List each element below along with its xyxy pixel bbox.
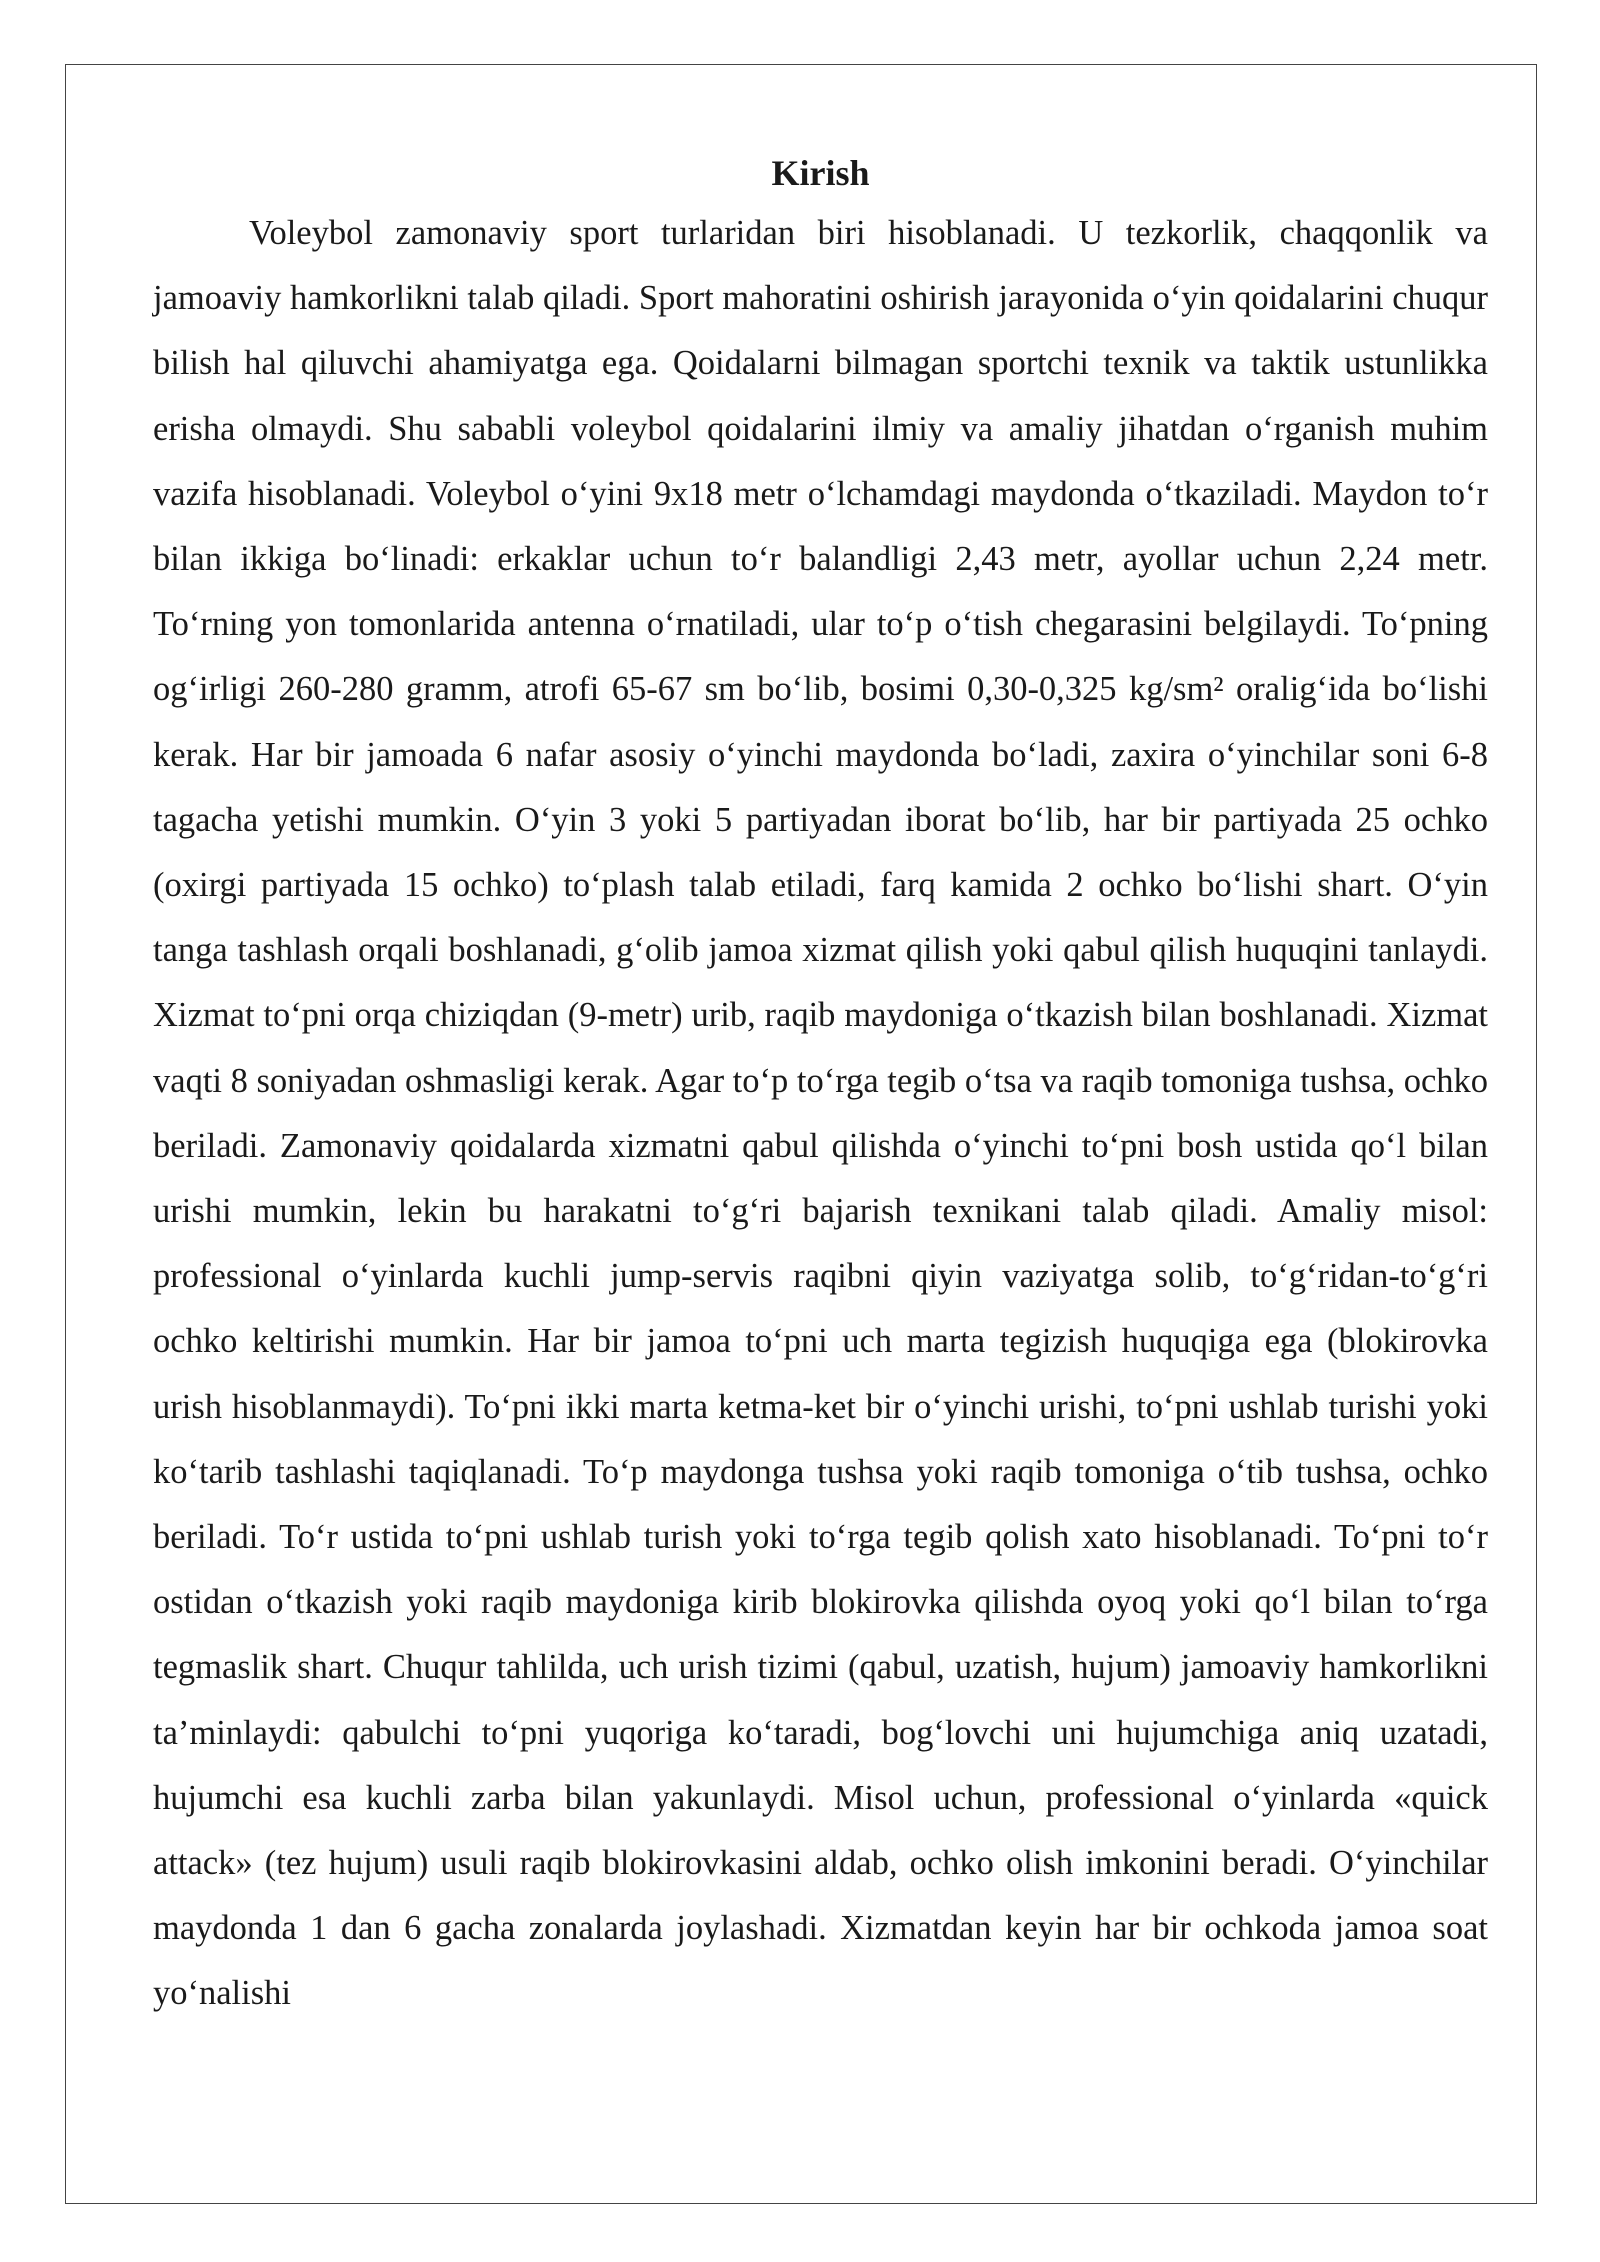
body-paragraph: Voleybol zamonaviy sport turlaridan biri hisoblanadi. U tezkorlik, chaqqonlik va jamoaviy hamkorlikni talab qiladi. Sport mahoratini oshirish jarayonida o‘yin qoidalarini chuqur bilish hal qiluvchi ahamiyatga ega. Qoidalarni bilmagan sportchi texnik va taktik ustunlikka erisha olmaydi. Shu sababli voleybol qoidalarini ilmiy va amaliy jihatdan o‘rganish muhim vazifa hisoblanadi. Voleybol o‘yini 9x18 metr o‘lchamdagi maydonda o‘tkaziladi. Maydon to‘r bilan ikkiga bo‘linadi: erkaklar uchun to‘r balandligi 2,43 metr, ayollar uchun 2,24 metr. To‘rning yon tomonlarida antenna o‘rnatiladi, ular to‘p o‘tish chegarasini belgilaydi. To‘pning og‘irligi 260-280 gramm, atrofi 65-67 sm bo‘lib, bosimi 0,30-0,325 kg/sm² oralig‘ida bo‘lishi kerak. Har bir jamoada 6 nafar asosiy o‘yinchi maydonda bo‘ladi, zaxira o‘yinchilar soni 6-8 tagacha yetishi mumkin. O‘yin 3 yoki 5 partiyadan iborat bo‘lib, har bir partiyada 25 ochko (oxirgi partiyada 15 ochko) to‘plash talab etiladi, farq kamida 2 ochko bo‘lishi shart. O‘yin tanga tashlash orqali boshlanadi, g‘olib jamoa xizmat qilish yoki qabul qilish huquqini tanlaydi. Xizmat to‘pni orqa chiziqdan (9-metr) urib, raqib maydoniga o‘tkazish bilan boshlanadi. Xizmat vaqti 8 soniyadan oshmasligi kerak. Agar to‘p to‘rga tegib o‘tsa va raqib tomoniga tushsa, ochko beriladi. Zamonaviy qoidalarda xizmatni qabul qilishda o‘yinchi to‘pni bosh ustida qo‘l bilan urishi mumkin, lekin bu harakatni to‘g‘ri bajarish texnikani talab qiladi. Amaliy misol: professional o‘yinlarda kuchli jump-servis raqibni qiyin vaziyatga solib, to‘g‘ridan-to‘g‘ri ochko keltirishi mumkin. Har bir jamoa to‘pni uch marta tegizish huquqiga ega (blokirovka urish hisoblanmaydi). To‘pni ikki marta ketma-ket bir o‘yinchi urishi, to‘pni ushlab turishi yoki ko‘tarib tashlashi taqiqlanadi. To‘p maydonga tushsa yoki raqib tomoniga o‘tib tushsa, ochko beriladi. To‘r ustida to‘pni ushlab turish yoki to‘rga tegib qolish xato hisoblanadi. To‘pni to‘r ostidan o‘tkazish yoki raqib maydoniga kirib blokirovka qilishda oyoq yoki qo‘l bilan to‘rga tegmaslik shart. Chuqur tahlilda, uch urish tizimi (qabul, uzatish, hujum) jamoaviy hamkorlikni ta’minlaydi: qabulchi to‘pni yuqoriga ko‘taradi, bog‘lovchi uni hujumchiga aniq uzatadi, hujumchi esa kuchli zarba bilan yakunlaydi. Misol uchun, professional o‘yinlarda «quick attack» (tez hujum) usuli raqib blokirovkasini aldab, ochko olish imkonini beradi. O‘yinchilar maydonda 1 dan 6 gacha zonalarda joylashadi. Xizmatdan keyin har bir ochkoda jamoa soat yo‘nalishi <box>153 214 1489 2013</box>
section-title: Kirish <box>771 153 870 193</box>
document-body <box>153 146 1488 2027</box>
